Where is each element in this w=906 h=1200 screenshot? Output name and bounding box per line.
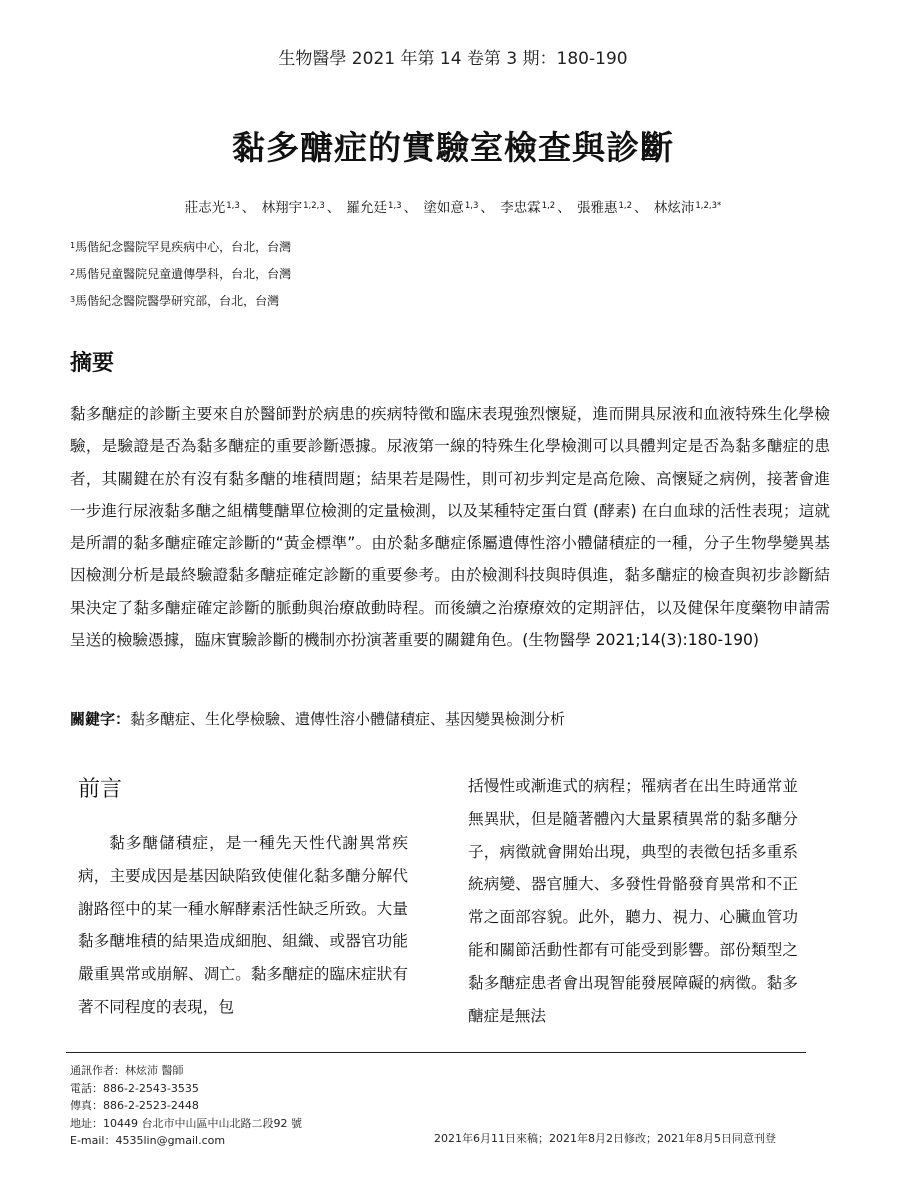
affiliation-item: $^2$馬偕兒童醫院兒童遺傳學科，台北，台灣 <box>70 267 292 281</box>
keywords <box>70 708 830 729</box>
author: 林炫沛$^{1,2,3*}$ <box>653 200 722 216</box>
affiliation-item: $^1$馬偕紀念醫院罕見疾病中心，台北，台灣 <box>70 240 292 254</box>
right-column <box>468 770 798 1032</box>
submission-dates: 2021年6月11日來稿；2021年8月2日修改；2021年8月5日同意刊登 <box>434 1132 776 1145</box>
author: 李忠霖$^{1,2}$ <box>500 200 556 216</box>
email: E-mail：4535lin@gmail.com <box>70 1134 226 1147</box>
affiliation-item: $^3$馬偕紀念醫院醫學研究部，台北，台灣 <box>70 294 280 308</box>
address: 地址：10449 台北市中山區中山北路二段92 號 <box>70 1116 302 1130</box>
author-list: 莊志光$^{1,3}$ 、 林翔宇$^{1,2,3}$ 、 羅允廷$^{1,3}$ 、 塗如意$^{1,3}$ 、 李忠霖$^{1,2}$ 、 張雅惠$^{1,2}$ 、 林炫沛$^{1,2,3*}$ <box>184 200 722 216</box>
author: 莊志光$^{1,3}$ <box>184 200 240 216</box>
intro-paragraph-left: 黏多醣儲積症，是一種先天性代謝異常疾病，主要成因是基因缺陷致使催化黏多醣分解代謝路徑中的某一種水解酵素活性缺乏所致。大量黏多醣堆積的結果造成細胞、組織、或器官功能嚴重異常或崩解、凋亡。黏多醣症的臨床症狀有著不同程度的表現，包 <box>78 834 408 1016</box>
author: 羅允廷$^{1,3}$ <box>346 200 402 216</box>
affiliation-list <box>70 233 830 314</box>
keywords-label: 關鍵字： <box>70 710 131 728</box>
fax: 傳真：886-2-2523-2448 <box>70 1099 199 1112</box>
left-column <box>78 775 408 1024</box>
correspondence-block <box>70 1062 302 1150</box>
author: 塗如意$^{1,3}$ <box>423 200 479 216</box>
abstract-heading: 摘要 <box>70 351 115 376</box>
abstract-text: 黏多醣症的診斷主要來自於醫師對於病患的疾病特徵和臨床表現強烈懷疑，進而開具尿液和血液特殊生化學檢驗，是驗證是否為黏多醣症的重要診斷憑據。尿液第一線的特殊生化學檢測可以具體判定是否為黏多醣症的患者，其關鍵在於有沒有黏多醣的堆積問題；結果若是陽性，則可初步判定是高危險、高懷疑之病例，接著會進一步進行尿液黏多醣之組構雙醣單位檢測的定量檢測，以及某種特定蛋白質 (酵素) 在白血球的活性表現；這就是所謂的黏多醣症確定診斷的“黃金標準”。由於黏多醣症係屬遺傳性溶小體儲積症的一種，分子生物學變異基因檢測分析是最終驗證黏多醣症確定診斷的重要參考。由於檢測科技與時俱進，黏多醣症的檢查與初步診斷結果決定了黏多醣症確定診斷的脈動與治療啟動時程。而後續之治療療效的定期評估，以及健保年度藥物申請需呈送的檢驗憑據，臨床實驗診斷的機制亦扮演著重要的關鍵角色。(生物醫學 2021;14(3):180-190) <box>70 405 830 650</box>
paper-title: 黏多醣症的實驗室檢查與診斷 <box>232 128 674 167</box>
intro-paragraph-right: 括慢性或漸進式的病程；罹病者在出生時通常並無異狀，但是隨著體內大量累積異常的黏多醣分子，病徵就會開始出現，典型的表徵包括多重系統病變、器官腫大、多發性骨骼發育異常和不正常之面部容貌。此外，聽力、視力、心臟血管功能和關節活動性都有可能受到影響。部份類型之黏多醣症患者會出現智能發展障礙的病徵。黏多醣症是無法 <box>468 777 798 1025</box>
corresponding-author: 通訊作者：林炫沛 醫師 <box>70 1064 184 1077</box>
author: 林翔宇$^{1,2,3}$ <box>261 200 325 216</box>
journal-header: 生物醫學 2021 年第 14 卷第 3 期：180-190 <box>278 49 628 69</box>
intro-heading: 前言 <box>78 777 123 802</box>
footer-divider <box>66 1052 806 1053</box>
keywords-text: 黏多醣症、生化學檢驗、遺傳性溶小體儲積症、基因變異檢測分析 <box>130 710 566 728</box>
phone: 電話：886-2-2543-3535 <box>70 1081 199 1095</box>
author: 張雅惠$^{1,2}$ <box>577 200 633 216</box>
